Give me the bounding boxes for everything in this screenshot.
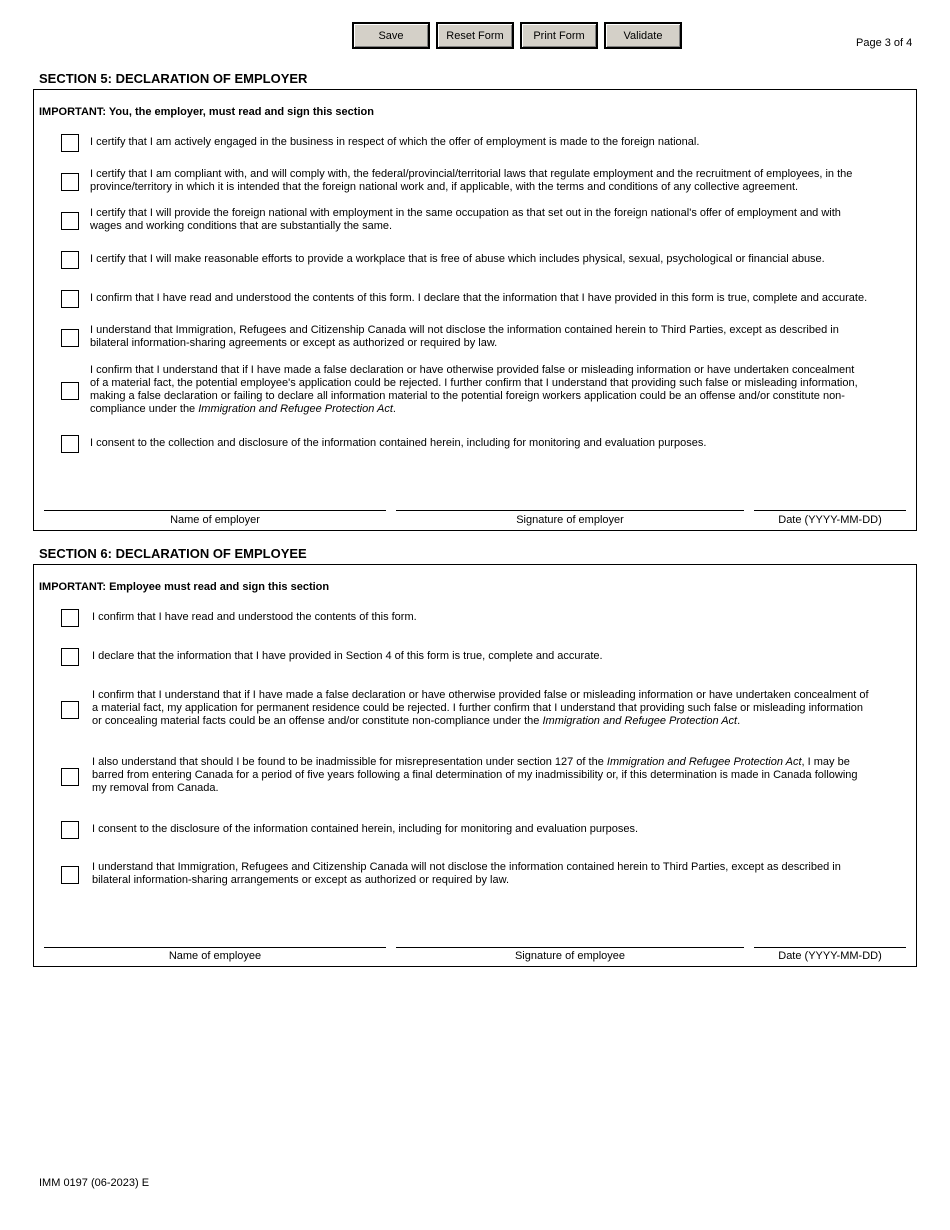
section5-checkbox-1[interactable] bbox=[61, 134, 79, 152]
section6-item-4-main: I also understand that should I be found to be inadmissible for misrepresentation under section 127 of the bbox=[92, 756, 607, 768]
employer-signature-line[interactable] bbox=[396, 510, 744, 511]
reset-form-button[interactable]: Reset Form bbox=[436, 22, 514, 49]
section5-item-7-text bbox=[90, 364, 865, 416]
section6-item-3-act: Immigration and Refugee Protection Act bbox=[542, 715, 738, 727]
section5-item-7-after: . bbox=[392, 403, 396, 415]
section6-item-6-text: I understand that Immigration, Refugees and Citizenship Canada will not disclose the information contained herein to Third Parties, except as described in bilateral information-sharing arrangements or except as authorized or required by law. bbox=[92, 861, 841, 886]
validate-button[interactable]: Validate bbox=[604, 22, 682, 49]
section5-checkbox-2[interactable] bbox=[61, 173, 79, 191]
employee-name-line[interactable] bbox=[44, 947, 386, 948]
section6-checkbox-5[interactable] bbox=[61, 821, 79, 839]
section6-checkbox-3[interactable] bbox=[61, 701, 79, 719]
employer-name-line[interactable] bbox=[44, 510, 386, 511]
section5-checkbox-7[interactable] bbox=[61, 382, 79, 400]
employee-date-label: Date (YYYY-MM-DD) bbox=[778, 950, 882, 962]
section5-checkbox-6[interactable] bbox=[61, 329, 79, 347]
print-form-button[interactable]: Print Form bbox=[520, 22, 598, 49]
section6-checkbox-1[interactable] bbox=[61, 609, 79, 627]
section6-panel bbox=[33, 564, 917, 967]
section6-item-3-main: I confirm that I understand that if I have made a false declaration or have otherwise provided false or misleading information or have undertaken concealment of a material fact, my application for permanent residence could be rejected. I further confirm that I understand that providing such false or misleading information or concealing material facts could be an offense and/or constitute non-compliance under the bbox=[92, 689, 869, 727]
page-number: Page 3 of 4 bbox=[856, 37, 913, 49]
section5-title: SECTION 5: DECLARATION OF EMPLOYER bbox=[39, 71, 308, 86]
form-code-footer: IMM 0197 (06-2023) E bbox=[39, 1177, 150, 1189]
employee-signature-line[interactable] bbox=[396, 947, 744, 948]
section6-item-4-text bbox=[92, 756, 862, 795]
section5-item-7-act: Immigration and Refugee Protection Act bbox=[198, 403, 393, 415]
section6-item-3-text bbox=[92, 689, 872, 728]
section5-item-8-text: I consent to the collection and disclosure of the information contained herein, including for monitoring and evaluation purposes. bbox=[90, 437, 707, 449]
section5-checkbox-4[interactable] bbox=[61, 251, 79, 269]
employer-name-label: Name of employer bbox=[170, 514, 260, 526]
employer-signature-label: Signature of employer bbox=[516, 514, 624, 526]
section6-item-1-text: I confirm that I have read and understood the contents of this form. bbox=[92, 611, 417, 623]
section6-item-3-after: . bbox=[737, 715, 741, 727]
employee-date-line[interactable] bbox=[754, 947, 906, 948]
employee-signature-label: Signature of employee bbox=[514, 950, 626, 962]
section6-item-5-text: I consent to the disclosure of the information contained herein, including for monitoring and evaluation purposes. bbox=[92, 823, 639, 835]
employee-name-label: Name of employee bbox=[168, 950, 262, 962]
section5-item-1-text: I certify that I am actively engaged in the business in respect of which the offer of employment is made to the foreign national. bbox=[90, 136, 700, 148]
section5-checkbox-3[interactable] bbox=[61, 212, 79, 230]
section5-item-6-text: I understand that Immigration, Refugees and Citizenship Canada will not disclose the information contained herein to Third Parties, except as described in bilateral information-sharing agreements or except as authorized or required by law. bbox=[90, 324, 839, 349]
section6-title: SECTION 6: DECLARATION OF EMPLOYEE bbox=[39, 546, 307, 561]
employer-date-label: Date (YYYY-MM-DD) bbox=[778, 514, 882, 526]
section6-item-4-after: , I may be barred from entering Canada for a period of five years following a final determination of my inadmissibility or, if this determination is made in Canada following my removal from Canada. bbox=[92, 756, 858, 794]
section6-important: IMPORTANT: Employee must read and sign this section bbox=[39, 581, 330, 593]
section5-item-3-text: I certify that I will provide the foreign national with employment in the same occupation as that set out in the foreign national's offer of employment and with wages and working conditions that are substantially the same. bbox=[90, 207, 841, 232]
section5-important: IMPORTANT: You, the employer, must read and sign this section bbox=[39, 106, 374, 118]
employer-date-line[interactable] bbox=[754, 510, 906, 511]
section5-item-7-main: I confirm that I understand that if I have made a false declaration or have otherwise provided false or misleading information or have undertaken concealment of a material fact, the potential employee's application could be rejected. I further confirm that I understand that providing such false or misleading information, making a false declaration or failing to declare all information material to the potential foreign workers application could be an offense and/or constitute non-compliance under the bbox=[90, 364, 858, 415]
section5-checkbox-5[interactable] bbox=[61, 290, 79, 308]
section5-item-5-text: I confirm that I have read and understood the contents of this form. I declare that the information that I have provided in this form is true, complete and accurate. bbox=[90, 292, 868, 304]
section5-panel bbox=[33, 89, 917, 531]
section6-checkbox-6[interactable] bbox=[61, 866, 79, 884]
save-button[interactable]: Save bbox=[352, 22, 430, 49]
section5-item-4-text: I certify that I will make reasonable efforts to provide a workplace that is free of abuse which includes physical, sexual, psychological or financial abuse. bbox=[90, 253, 825, 265]
section6-item-4-act: Immigration and Refugee Protection Act bbox=[606, 756, 802, 768]
section6-item-2-text: I declare that the information that I have provided in Section 4 of this form is true, complete and accurate. bbox=[92, 650, 603, 662]
section6-checkbox-4[interactable] bbox=[61, 768, 79, 786]
section6-checkbox-2[interactable] bbox=[61, 648, 79, 666]
section5-item-2-text: I certify that I am compliant with, and will comply with, the federal/provincial/territorial laws that regulate employment and the recruitment of employees, in the province/territory in which it is intended that the foreign national work and, if applicable, with the terms and conditions of any collective agreement. bbox=[90, 168, 853, 193]
section5-checkbox-8[interactable] bbox=[61, 435, 79, 453]
